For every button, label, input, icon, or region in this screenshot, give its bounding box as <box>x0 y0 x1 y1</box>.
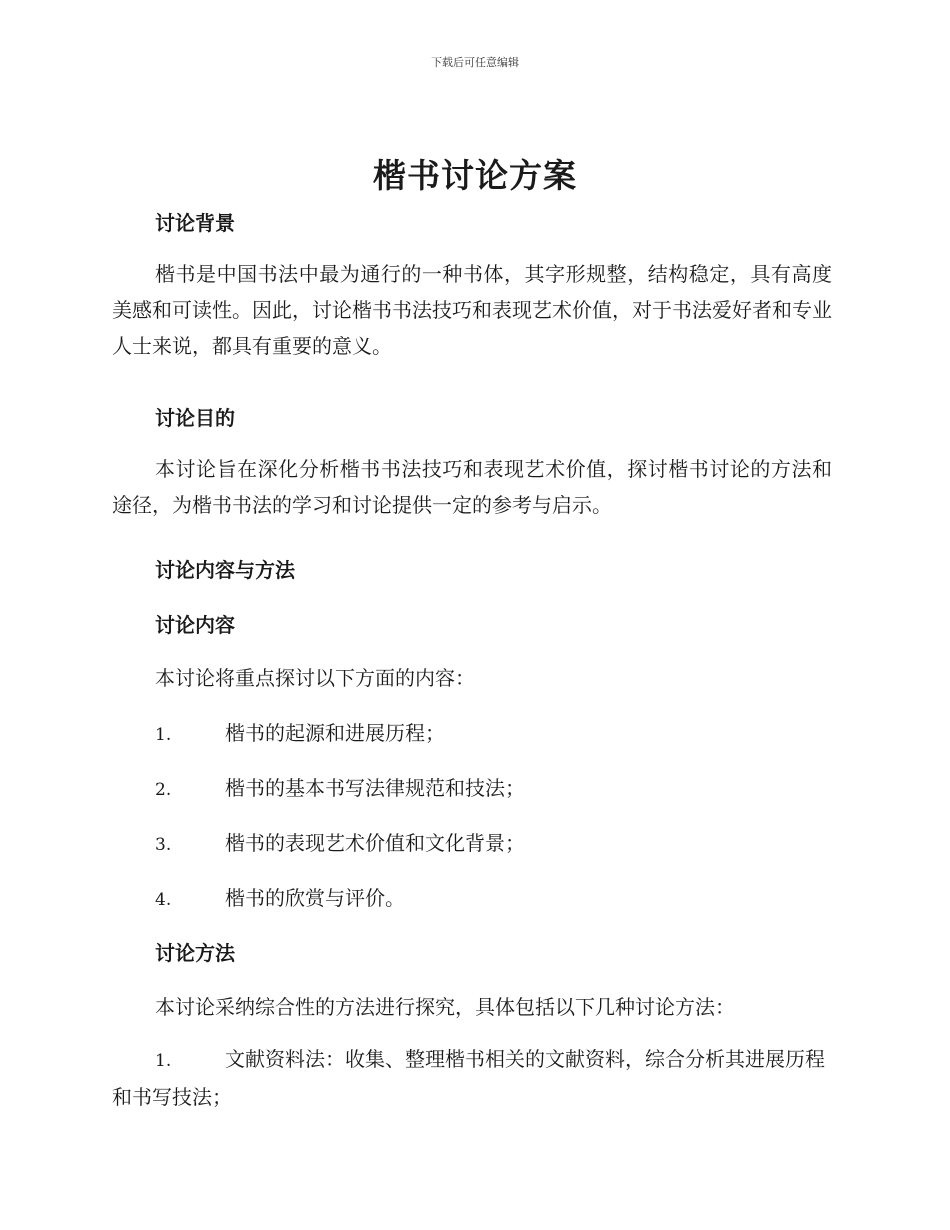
list-item-number: 1. <box>155 1051 172 1071</box>
purpose-paragraph: 本讨论旨在深化分析楷书书法技巧和表现艺术价值，探讨楷书讨论的方法和途径，为楷书书法的学习和讨论提供一定的参考与启示。 <box>112 457 832 517</box>
section-heading-background: 讨论背景 <box>155 211 235 235</box>
list-item-number: 3. <box>155 835 172 855</box>
list-item <box>112 1041 832 1115</box>
list-item <box>155 772 525 801</box>
list-item <box>155 717 445 746</box>
list-item-number: 4. <box>155 890 172 910</box>
header-note: 下载后可任意编辑 <box>431 56 519 69</box>
section-heading-method: 讨论方法 <box>155 941 235 965</box>
page-title: 楷书讨论方案 <box>373 156 577 195</box>
list-item-text: 文献资料法：收集、整理楷书相关的文献资料，综合分析其进展历程和书写技法； <box>112 1047 825 1109</box>
list-item <box>155 882 405 911</box>
section-heading-purpose: 讨论目的 <box>155 406 235 430</box>
list-item-number: 1. <box>155 725 172 745</box>
list-item-text: 楷书的欣赏与评价。 <box>225 886 405 910</box>
list-item-number: 2. <box>155 780 172 800</box>
list-item-text: 楷书的起源和进展历程； <box>225 721 445 745</box>
list-item <box>155 827 525 856</box>
list-item-text: 楷书的表现艺术价值和文化背景； <box>225 831 525 855</box>
list-item-text: 楷书的基本书写法律规范和技法； <box>225 776 525 800</box>
content-intro: 本讨论将重点探讨以下方面的内容： <box>155 666 475 690</box>
method-intro: 本讨论采纳综合性的方法进行探究，具体包括以下几种讨论方法： <box>155 995 735 1019</box>
section-heading-content-method: 讨论内容与方法 <box>155 558 295 582</box>
section-heading-content: 讨论内容 <box>155 613 235 637</box>
background-paragraph: 楷书是中国书法中最为通行的一种书体，其字形规整，结构稳定，具有高度美感和可读性。因此，讨论楷书书法技巧和表现艺术价值，对于书法爱好者和专业人士来说，都具有重要的意义。 <box>112 262 832 358</box>
